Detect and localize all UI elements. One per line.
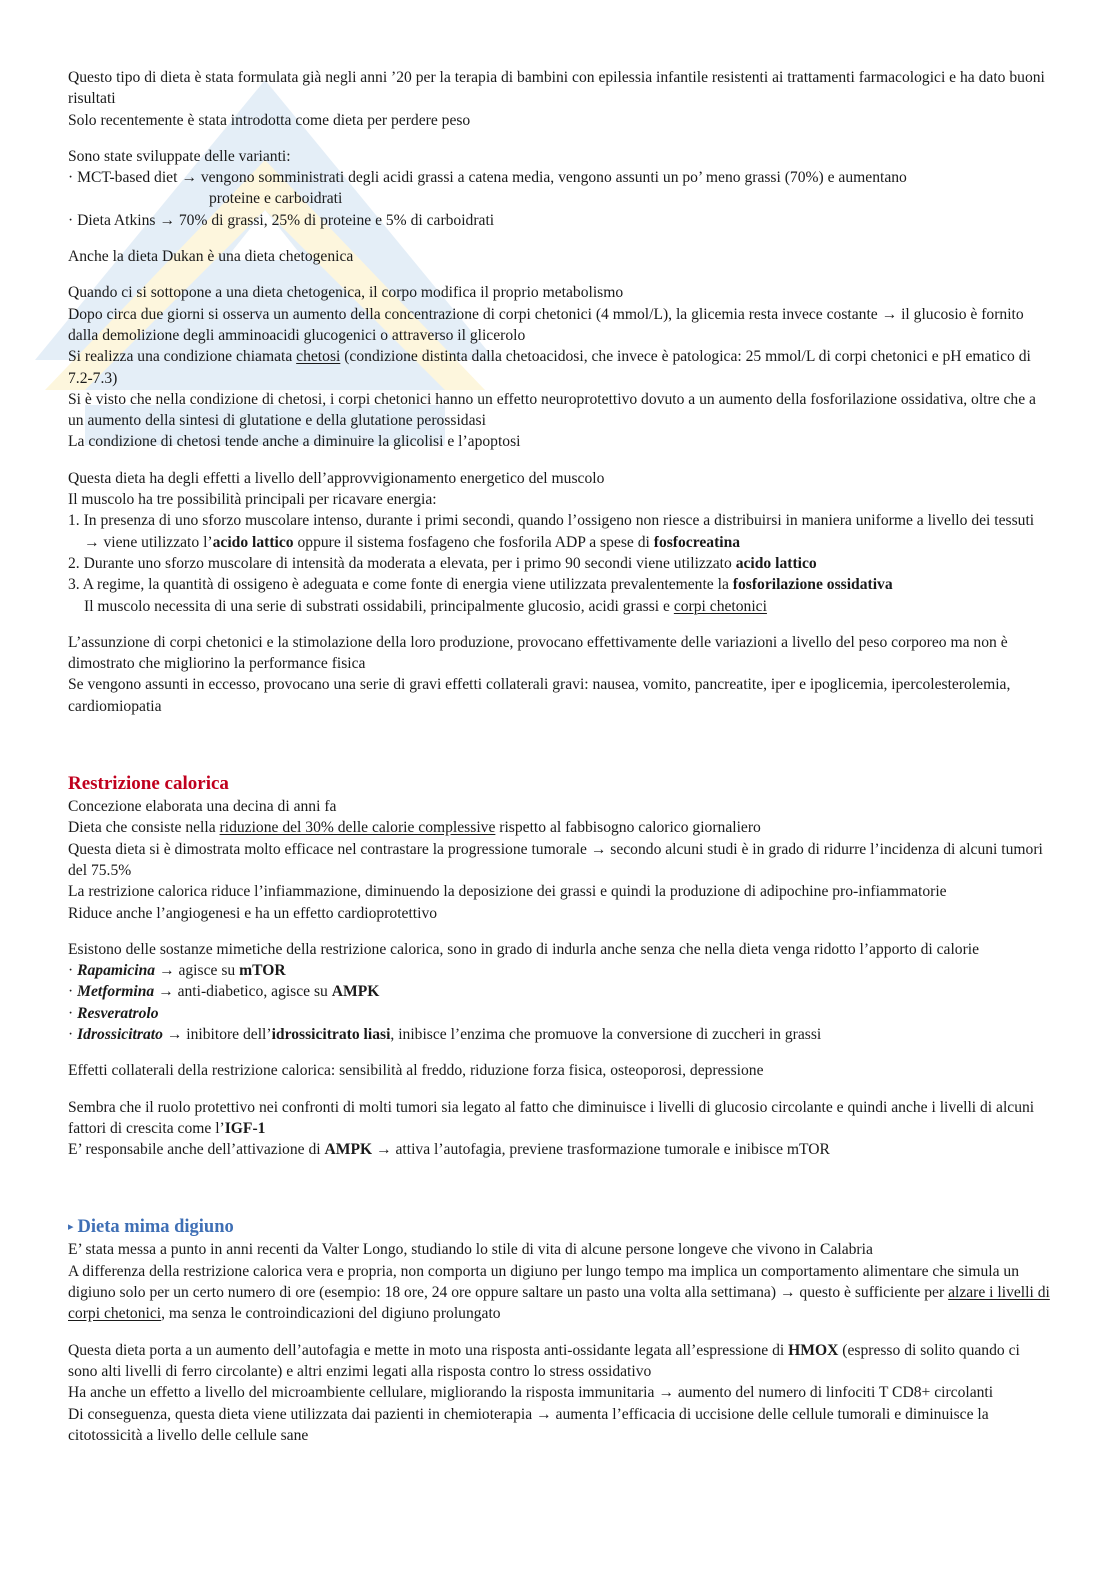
paragraph: Questo tipo di dieta è stata formulata già negli anni ’20 per la terapia di bambini con epilessia infantile resistenti ai trattamenti farmacologici e ha dato buoni risultati bbox=[68, 69, 1045, 108]
document-content bbox=[68, 67, 1053, 1446]
list-item-continuation: proteine e carboidrati bbox=[209, 190, 343, 208]
paragraph: E’ responsabile anche dell’attivazione di AMPK → attiva l’autofagia, previene trasformazione tumorale e inibisce mTOR bbox=[68, 1141, 830, 1159]
paragraph: Si realizza una condizione chiamata chetosi (condizione distinta dalla chetoacidosi, che invece è patologica: 25 mmol/L di corpi chetonici e pH ematico di 7.2-7.3) bbox=[68, 348, 1031, 387]
paragraph: Questa dieta porta a un aumento dell’autofagia e mette in moto una risposta anti-ossidante legata all’espressione di HMOX (espresso di solito quando ci sono alti livelli di ferro circolante) e altri enzimi legati alla risposta contro lo stress ossidativo bbox=[68, 1341, 1020, 1380]
list-item-continuation: Il muscolo necessita di una serie di substrati ossidabili, principalmente glucosio, acidi grassi e corpi chetonici bbox=[84, 597, 767, 615]
paragraph: Questa dieta si è dimostrata molto efficace nel contrastare la progressione tumorale → secondo alcuni studi è in grado di ridurre l’incidenza di alcuni tumori del 75.5% bbox=[68, 840, 1043, 879]
paragraph: Questa dieta ha degli effetti a livello dell’approvvigionamento energetico del muscolo bbox=[68, 469, 605, 487]
paragraph: Sono state sviluppate delle varianti: bbox=[68, 147, 291, 165]
paragraph: La restrizione calorica riduce l’infiammazione, diminuendo la deposizione dei grassi e quindi la produzione di adipochine pro-infiammatorie bbox=[68, 883, 947, 901]
list-item: 1. In presenza di uno sforzo muscolare intenso, durante i primi secondi, quando l’ossigeno non riesce a distribuirsi in maniera uniforme a livello dei tessuti → viene utilizzato l’acido lattico oppure il sistema fosfageno che fosforila ADP a spese di fosfocreatina bbox=[68, 512, 1035, 551]
list-item: 3. A regime, la quantità di ossigeno è adeguata e come fonte di energia viene utilizzata prevalentemente la fosforilazione ossidativa bbox=[68, 576, 893, 594]
paragraph: Quando ci si sottopone a una dieta chetogenica, il corpo modifica il proprio metabolismo bbox=[68, 284, 624, 302]
paragraph: Sembra che il ruolo protettivo nei confronti di molti tumori sia legato al fatto che diminuisce i livelli di glucosio circolante e quindi anche i livelli di alcuni fattori di crescita come l’IGF-1 bbox=[68, 1098, 1035, 1137]
section-heading-restrizione-calorica: Restrizione calorica bbox=[68, 773, 229, 795]
paragraph: Anche la dieta Dukan è una dieta chetogenica bbox=[68, 248, 354, 266]
paragraph: Solo recentemente è stata introdotta come dieta per perdere peso bbox=[68, 111, 471, 129]
paragraph: A differenza della restrizione calorica vera e propria, non comporta un digiuno per lungo tempo ma implica un comportamento alimentare che simula un digiuno solo per un certo numero di ore (esempio: 18 ore, 24 ore oppure saltare un pasto una volta alla settimana) → questo è sufficiente per alzare i livelli di corpi chetonici, ma senza le controindicazioni del digiuno prolungato bbox=[68, 1262, 1050, 1323]
list-item: 2. Durante uno sforzo muscolare di intensità da moderata a elevata, per i primo 90 secondi viene utilizzato acido lattico bbox=[68, 554, 817, 572]
paragraph: E’ stata messa a punto in anni recenti da Valter Longo, studiando lo stile di vita di alcune persone longeve che vivono in Calabria bbox=[68, 1241, 873, 1259]
paragraph: Si è visto che nella condizione di chetosi, i corpi chetonici hanno un effetto neuroprotettivo dovuto a un aumento della fosforilazione ossidativa, oltre che a un aumento della sintesi di glutatione e della glutatione perossidasi bbox=[68, 390, 1036, 430]
paragraph: Dopo circa due giorni si osserva un aumento della concentrazione di corpi chetonici (4 mmol/L), la glicemia resta invece costante → il glucosio è fornito dalla demolizione degli amminoacidi glucogenici o attraverso il glicerolo bbox=[68, 305, 1024, 344]
list-item: · MCT-based diet → vengono somministrati degli acidi grassi a catena media, vengono assunti un po’ meno grassi (70%) e aumentano bbox=[68, 169, 907, 187]
underlined-term: chetosi bbox=[296, 348, 341, 366]
list-item: · Resveratrolo bbox=[68, 1004, 159, 1022]
paragraph: Se vengono assunti in eccesso, provocano una serie di gravi effetti collaterali gravi: nausea, vomito, pancreatite, iper e ipoglicemia, ipercolesterolemia, cardiomiopatia bbox=[68, 676, 1011, 715]
list-item: · Idrossicitrato → inibitore dell’idrossicitrato liasi, inibisce l’enzima che promuove la conversione di zuccheri in grassi bbox=[68, 1025, 822, 1043]
list-item: · Metformina → anti-diabetico, agisce su AMPK bbox=[68, 983, 380, 1001]
paragraph: Effetti collaterali della restrizione calorica: sensibilità al freddo, riduzione forza fisica, osteoporosi, depressione bbox=[68, 1062, 764, 1080]
section-heading-dieta-mima-digiuno: ▸ Dieta mima digiuno bbox=[68, 1217, 234, 1238]
paragraph: Il muscolo ha tre possibilità principali per ricavare energia: bbox=[68, 491, 437, 509]
paragraph: Ha anche un effetto a livello del microambiente cellulare, migliorando la risposta immunitaria → aumento del numero di linfociti T CD8+ circolanti bbox=[68, 1384, 994, 1402]
paragraph: Riduce anche l’angiogenesi e ha un effetto cardioprotettivo bbox=[68, 904, 438, 922]
paragraph: Esistono delle sostanze mimetiche della restrizione calorica, sono in grado di indurla anche senza che nella dieta venga ridotto l’apporto di calorie bbox=[68, 940, 980, 958]
list-item: · Rapamicina → agisce su mTOR bbox=[68, 962, 286, 980]
paragraph: La condizione di chetosi tende anche a diminuire la glicolisi e l’apoptosi bbox=[68, 433, 521, 451]
paragraph: Di conseguenza, questa dieta viene utilizzata dai pazienti in chemioterapia → aumenta l’efficacia di uccisione delle cellule tumorali e diminuisce la citotossicità a livello delle cellule sane bbox=[68, 1405, 989, 1444]
triangle-bullet-icon: ▸ bbox=[68, 1221, 74, 1234]
paragraph: Concezione elaborata una decina di anni fa bbox=[68, 798, 337, 816]
paragraph: Dieta che consiste nella riduzione del 30% delle calorie complessive rispetto al fabbisogno calorico giornaliero bbox=[68, 819, 761, 837]
paragraph: L’assunzione di corpi chetonici e la stimolazione della loro produzione, provocano effettivamente delle variazioni a livello del peso corporeo ma non è dimostrato che migliorino la performance fisica bbox=[68, 633, 1008, 673]
list-item: · Dieta Atkins → 70% di grassi, 25% di proteine e 5% di carboidrati bbox=[68, 211, 495, 229]
